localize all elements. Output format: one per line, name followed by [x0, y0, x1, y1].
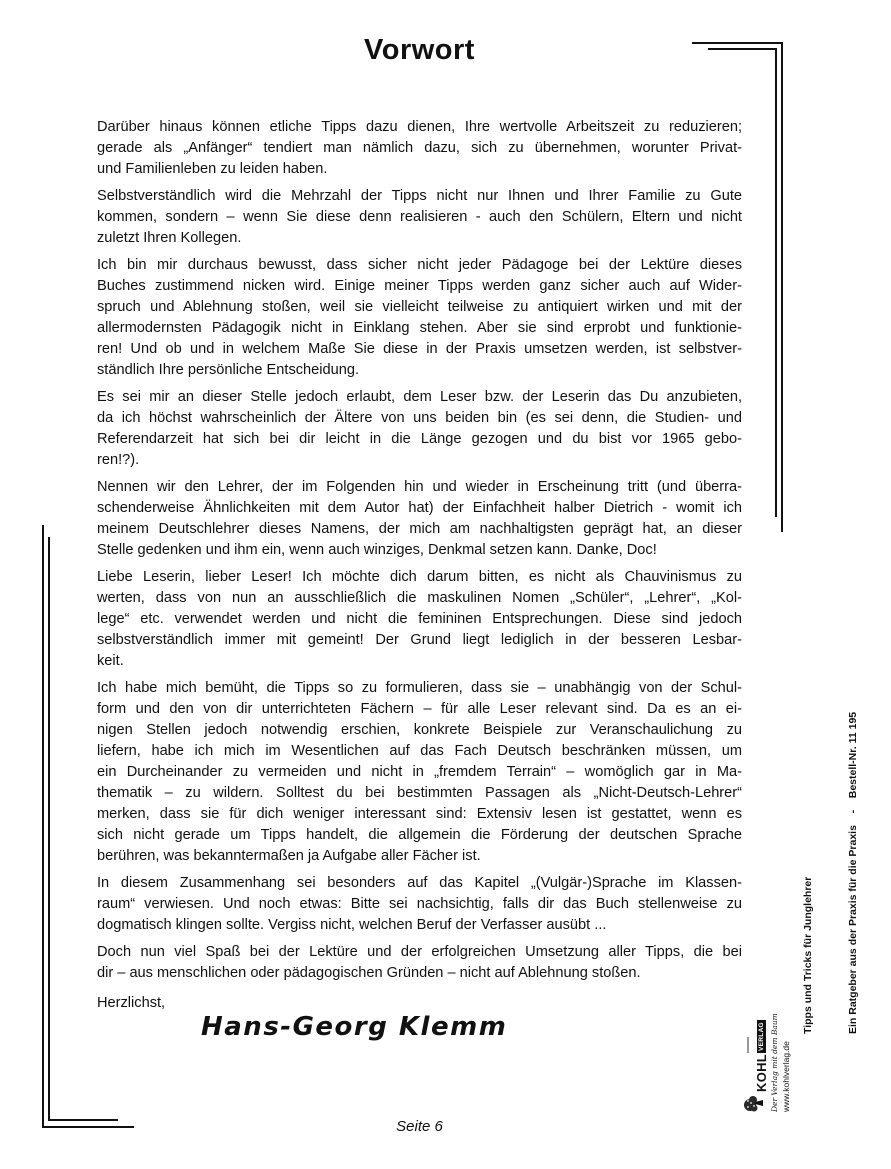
text-line: Stelle gedenken und ihm ein, wenn auch winziges, Denkmal setzen kann. Danke, Doc! [97, 542, 657, 558]
page-title: Vorwort [364, 34, 475, 66]
paragraph [97, 477, 742, 561]
rotated-sidebar-strip [771, 704, 891, 1034]
text-line: form und den von dir unterrichteten Fächern – für alle Leser relevant sind. Da es an ei- [97, 701, 742, 717]
text-line: selbstverständlich immer mit gemeint! Der Grund liegt lediglich in der besseren Lesbar- [97, 632, 742, 648]
text-line: lege“ etc. verwendet werden und nicht die femininen Entsprechungen. Diese sind jedoch [97, 611, 742, 627]
logo-micro-text [747, 1037, 749, 1053]
paragraph [97, 186, 742, 249]
text-line: da ich höchst wahrscheinlich der Ältere von uns beiden bin (es sei denn, die Studien- und [97, 410, 742, 426]
paragraph [97, 873, 742, 936]
text-line: nigen Stellen jedoch notwendig erschien, konkrete Beispiele zur Veranschaulichung zu [97, 722, 742, 738]
text-line: Es sei mir an dieser Stelle jedoch erlaubt, dem Leser bzw. der Leserin das Du anzubieten, [97, 389, 742, 405]
sidebar-book-title: Tipps und Tricks für Junglehrer [802, 876, 814, 1034]
logo-top-row [747, 1022, 769, 1112]
text-line: dogmatisch klingen sollte. Vergiss nicht, welchen Beruf der Verfasser ausübt ... [97, 917, 607, 933]
text-line: berühren, was bekanntermaßen ja Aufgabe aller Fächer ist. [97, 848, 481, 864]
paragraph [97, 117, 742, 180]
text-line: thematik – zu wildern. Solltest du bei bestimmten Passagen als „Nicht-Deutsch-Lehrer“ [97, 785, 742, 801]
text-line: Ich bin mir durchaus bewusst, dass sicher nicht jeder Pädagoge bei der Lektüre dieses [97, 257, 742, 273]
text-line: In diesem Zusammenhang sei besonders auf das Kapitel „(Vulgär-)Sprache im Klassen- [97, 875, 742, 891]
author-signature: Hans-Georg Klemm [201, 1012, 508, 1042]
page-number: Seite 6 [396, 1118, 443, 1135]
text-line: allermodernsten Pädagogik nicht in Einklang stehen. Aber sie sind erprobt und funktionie- [97, 320, 742, 336]
paragraph [97, 255, 742, 381]
text-line: sich nicht gerade um Tipps handelt, die allgemein die Förderung der deutschen Sprache [97, 827, 742, 843]
text-line: Ich habe mich bemüht, die Tipps so zu formulieren, dass sie – unabhängig von der Schul- [97, 680, 742, 696]
text-line: Nennen wir den Lehrer, der im Folgenden hin und wieder in Erscheinung tritt (und überra- [97, 479, 742, 495]
text-line: und Familienleben zu leiden haben. [97, 161, 328, 177]
text-line: ständlich Ihre persönliche Entscheidung. [97, 362, 360, 378]
publisher-logo [747, 1013, 803, 1112]
closing-line: Herzlichst, [97, 995, 166, 1011]
sidebar-subtitle-ordernumber: Ein Ratgeber aus der Praxis für die Praxis - Bestell-Nr. 11 195 [847, 711, 859, 1034]
text-line: liefern, habe ich mich im Wesentlichen auf das Fach Deutsch beschränken müssen, um [97, 743, 742, 759]
body-text [97, 117, 742, 1042]
text-line: gerade als „Anfänger“ tendiert man nämlich dazu, sich zu übernehmen, worunter Privat- [97, 140, 742, 156]
tree-icon [743, 1094, 769, 1112]
text-line: Doch nun viel Spaß bei der Lektüre und der erfolgreichen Umsetzung aller Tipps, die bei [97, 944, 742, 960]
text-line: Selbstverständlich wird die Mehrzahl der Tipps nicht nur Ihnen und Ihrer Familie zu Gute [97, 188, 742, 204]
logo-verlag-box: VERLAG [758, 1022, 765, 1051]
text-line: dir – aus menschlichen oder pädagogischen Gründen – nicht auf Ablehnung stoßen. [97, 965, 641, 981]
text-line: ren! Und ob und in welchem Maße Sie diese in der Praxis umsetzen werden, ist selbstver- [97, 341, 742, 357]
logo-tagline: Der Verlag mit dem Baum [770, 1013, 779, 1112]
paragraph [97, 567, 742, 672]
text-line: ren!?). [97, 452, 140, 468]
text-line: keit. [97, 653, 124, 669]
text-line: kommen, sondern – wenn Sie diese denn realisieren - auch den Schülern, Eltern und nicht [97, 209, 742, 225]
logo-website-url: www.kohlverlag.de [781, 1041, 791, 1112]
paragraph [97, 678, 742, 867]
text-line: Liebe Leserin, lieber Leser! Ich möchte dich darum bitten, es nicht als Chauvinismus zu [97, 569, 742, 585]
text-line: Buches zustimmend nicken wird. Einige meiner Tipps werden ganz sicher auch auf Wider- [97, 278, 742, 294]
text-line: zuletzt Ihren Kollegen. [97, 230, 242, 246]
text-line: schenderweise Ähnlichkeiten mit dem Autor hat) der Einfachheit halber Dietrich - womit ich [97, 500, 742, 516]
text-line: raum“ verwiesen. Und noch etwas: Bitte sei nachsichtig, falls dir das Buch stellenweise zu [97, 896, 742, 912]
paragraphs-container [97, 117, 742, 984]
text-line: werten, dass von nun an ausschließlich die maskulinen Nomen „Schüler“, „Lehrer“, „Kol- [97, 590, 742, 606]
text-line: Referendarzeit hat sich bei dir leicht in die Länge gezogen und du bist vor 1965 gebo- [97, 431, 742, 447]
text-line: spruch und Ablehnung stoßen, weil sie vielleicht teilweise zu antiquiert wirken und mit der [97, 299, 742, 315]
logo-verlag-boxwrap [747, 1020, 768, 1053]
paragraph [97, 942, 742, 984]
paragraph [97, 387, 742, 471]
text-line: merken, dass sie für dich weniger interessant sind: Extensiv lesen ist gestattet, wenn es [97, 806, 742, 822]
text-line: meinem Deutschlehrer dieses Namens, der mich am nachhaltigsten geprägt hat, an dieser [97, 521, 742, 537]
text-line: Darüber hinaus können etliche Tipps dazu dienen, Ihre wertvolle Arbeitszeit zu reduzieren; [97, 119, 742, 135]
logo-kohl-text: KOHL [754, 1053, 769, 1092]
text-line: ein Durcheinander zu vermeiden und nicht in „fremdem Terrain“ – womöglich gar in Ma- [97, 764, 742, 780]
